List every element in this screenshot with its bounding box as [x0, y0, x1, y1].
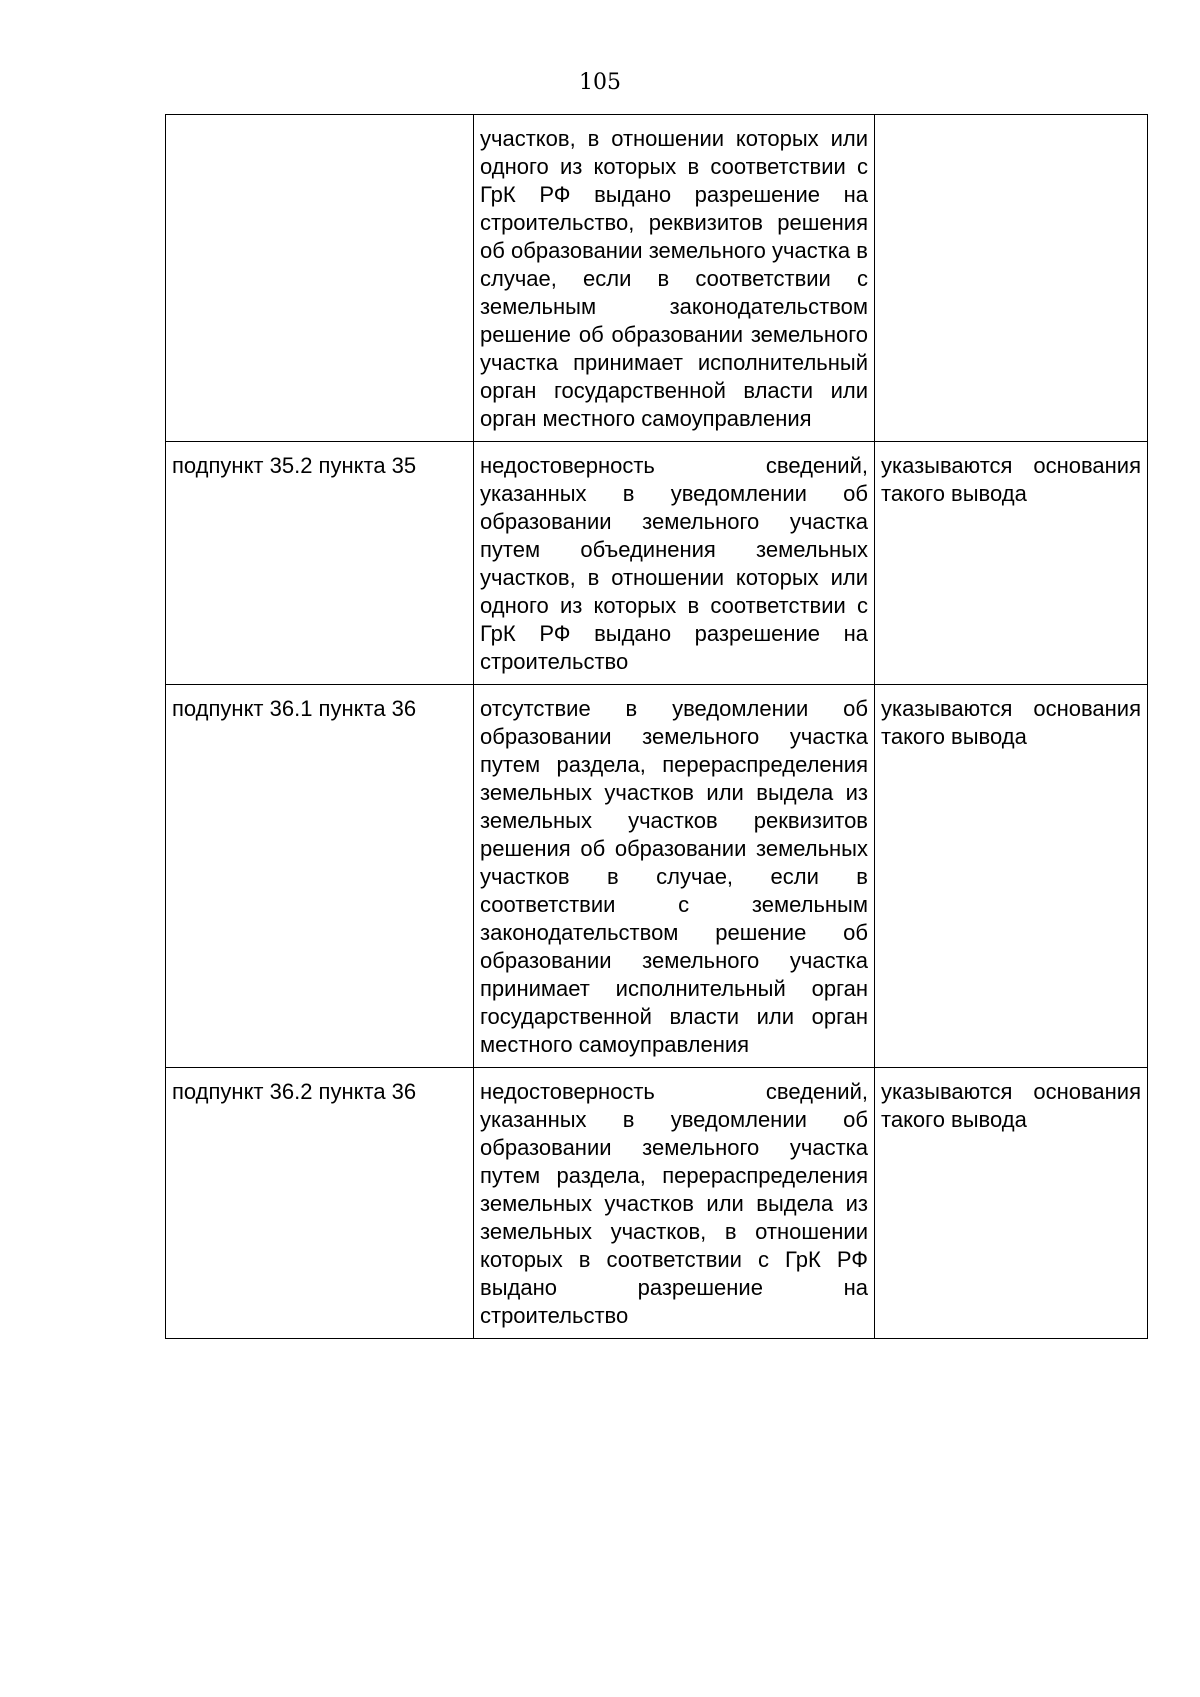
- table-row: [166, 115, 1148, 442]
- ground-cell: подпункт 36.2 пункта 36: [166, 1068, 474, 1339]
- description-cell: недостоверность сведений, указанных в уведомлении об образовании земельного участка путем объединения земельных участков, в отношении которых или одного из которых в соответствии с ГрК РФ выдано разрешение на строительство: [474, 442, 875, 685]
- ground-cell: подпункт 35.2 пункта 35: [166, 442, 474, 685]
- note-cell: указываются основания такого вывода: [875, 685, 1148, 1068]
- description-cell: недостоверность сведений, указанных в уведомлении об образовании земельного участка путем раздела, перераспределения земельных участков или выдела из земельных участков, в отношении которых в соответствии с ГрК РФ выдано разрешение на строительство: [474, 1068, 875, 1339]
- table-row: [166, 442, 1148, 685]
- note-cell: указываются основания такого вывода: [875, 1068, 1148, 1339]
- description-cell: отсутствие в уведомлении об образовании земельного участка путем раздела, перераспределения земельных участков или выдела из земельных участков реквизитов решения об образовании земельных участков в случае, если в соответствии с земельным законодательством решение об образовании земельного участка принимает исполнительный орган государственной власти или орган местного самоуправления: [474, 685, 875, 1068]
- description-cell: участков, в отношении которых или одного из которых в соответствии с ГрК РФ выдано разрешение на строительство, реквизитов решения об образовании земельного участка в случае, если в соответствии с земельным законодательством решение об образовании земельного участка принимает исполнительный орган государственной власти или орган местного самоуправления: [474, 115, 875, 442]
- ground-cell: [166, 115, 474, 442]
- table-row: [166, 1068, 1148, 1339]
- table-row: [166, 685, 1148, 1068]
- page-number: 105: [579, 70, 621, 95]
- grounds-table: [165, 114, 1148, 1339]
- note-cell: [875, 115, 1148, 442]
- ground-cell: подпункт 36.1 пункта 36: [166, 685, 474, 1068]
- note-cell: указываются основания такого вывода: [875, 442, 1148, 685]
